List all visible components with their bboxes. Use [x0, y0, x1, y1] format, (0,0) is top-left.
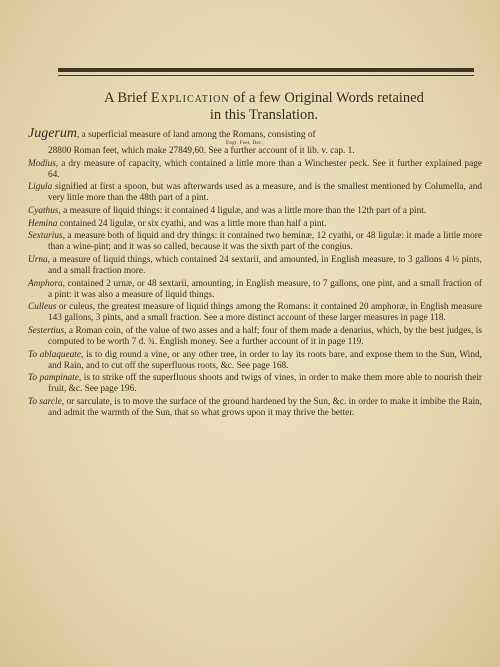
entry-definition: , a measure both of liquid and dry things: it contained two heminæ, 12 cyathi, or 48 ligulæ: it made a little more than a wine-pint; and it was so called, because it was the sixth part of the congius. — [48, 231, 482, 253]
heading-text-explication: Explication — [150, 90, 230, 106]
entry-definition: , is to dig round a vine, or any other tree, in order to lay its roots bare, and expose them to the Sun, Wind, and Rain, and to cut off the superfluous roots, &c. See page 168. — [48, 349, 482, 371]
header-double-rule-thick — [58, 68, 474, 72]
entry-term: To sarcle — [28, 397, 62, 408]
entry-term: Amphora — [28, 278, 63, 289]
entry-term: Sextarius — [28, 231, 63, 242]
entry-term: Jugerum — [28, 126, 77, 141]
glossary-entry-sextarius — [28, 231, 482, 253]
entry-definition: , is to strike off the superfluous shoots and twigs of vines, in order to make them more able to nourish their fruit, &c. See page 196. — [48, 373, 482, 395]
glossary-entry-hemina — [28, 219, 482, 230]
glossary-entry-jugerum — [28, 128, 482, 157]
glossary-entries — [28, 128, 482, 421]
entry-definition: , contained 2 urnæ, or 48 sextarii, amounting, in English measure, to 7 gallons, one pint, and a small fraction of a pint: it was also a measure of liquid things. — [48, 278, 482, 300]
glossary-entry-sestertius — [28, 326, 482, 348]
entry-definition: contained 24 ligulæ, or six cyathi, and was a little more than half a pint. — [57, 218, 327, 229]
entry-definition-cont: 28800 Roman feet, which make 27849,60. See a further account of it lib. v. cap. 1. — [48, 146, 355, 157]
glossary-entry-culleus — [28, 302, 482, 324]
entry-definition: , a dry measure of capacity, which contained a little more than a Winchester peck. See it further explained page 64. — [48, 158, 482, 180]
entry-term: Sestertius — [28, 326, 65, 336]
entry-term: Culleus — [28, 302, 57, 313]
entry-definition: signified at first a spoon, but was afterwards used as a measure, and is the smallest mentioned by Columella, and very little more than the 48th part of a pint. — [48, 182, 482, 204]
entry-measure-units: Engl. Feet. Dec. — [226, 141, 264, 147]
entry-definition: or culeus, the greatest measure of liquid things among the Romans: it contained 20 amphoræ, in English measure 143 gallons, 3 pints, and a small fraction. See a more distinct account of these larger measures in page 118. — [48, 302, 482, 324]
heading-text-b: of a few Original Words retained — [229, 90, 424, 106]
glossary-entry-modius — [28, 159, 482, 181]
glossary-entry-sarcle — [28, 397, 482, 419]
entry-term: Cyathus — [28, 206, 59, 217]
entry-definition: , or sarculate, is to move the surface of the ground hardened by the Sun, &c. in order to make it imbibe the Rain, and admit the warmth of the Sun, that so what grows upon it may thrive the better. — [48, 397, 482, 419]
entry-term: To pampinate — [28, 373, 79, 384]
entry-definition: , a Roman coin, of the value of two asses and a half; four of them made a denarius, which, by the best judges, is computed to be worth 7 d. ¾. English money. See a further account of it in page 119. — [48, 326, 482, 348]
entry-term: Hemina — [28, 218, 58, 229]
heading-text-a: A Brief — [104, 90, 151, 106]
entry-definition: , a superficial measure of land among the Romans, consisting of — [77, 130, 316, 140]
entry-definition: , a measure of liquid things: it contained 4 ligulæ, and was a little more than the 12th part of a pint. — [58, 206, 427, 217]
glossary-entry-pampinate — [28, 373, 482, 395]
header-double-rule-thin — [58, 75, 474, 76]
entry-term: To ablaqueate — [28, 349, 82, 360]
entry-term: Urna — [28, 254, 48, 265]
glossary-entry-amphora — [28, 279, 482, 301]
entry-term: Modius — [28, 158, 56, 169]
heading-line-2: in this Translation. — [209, 107, 319, 123]
entry-term: Ligula — [28, 182, 53, 193]
glossary-entry-cyathus — [28, 206, 482, 217]
page-heading — [40, 90, 488, 124]
glossary-entry-urna — [28, 255, 482, 277]
heading-line-1 — [40, 90, 488, 107]
glossary-entry-ligula — [28, 182, 482, 204]
glossary-entry-ablaqueate — [28, 350, 482, 372]
entry-definition: , a measure of liquid things, which contained 24 sextarii, and amounted, in English measure, to 3 gallons 4 ½ pints, and a small fraction more. — [47, 254, 482, 277]
